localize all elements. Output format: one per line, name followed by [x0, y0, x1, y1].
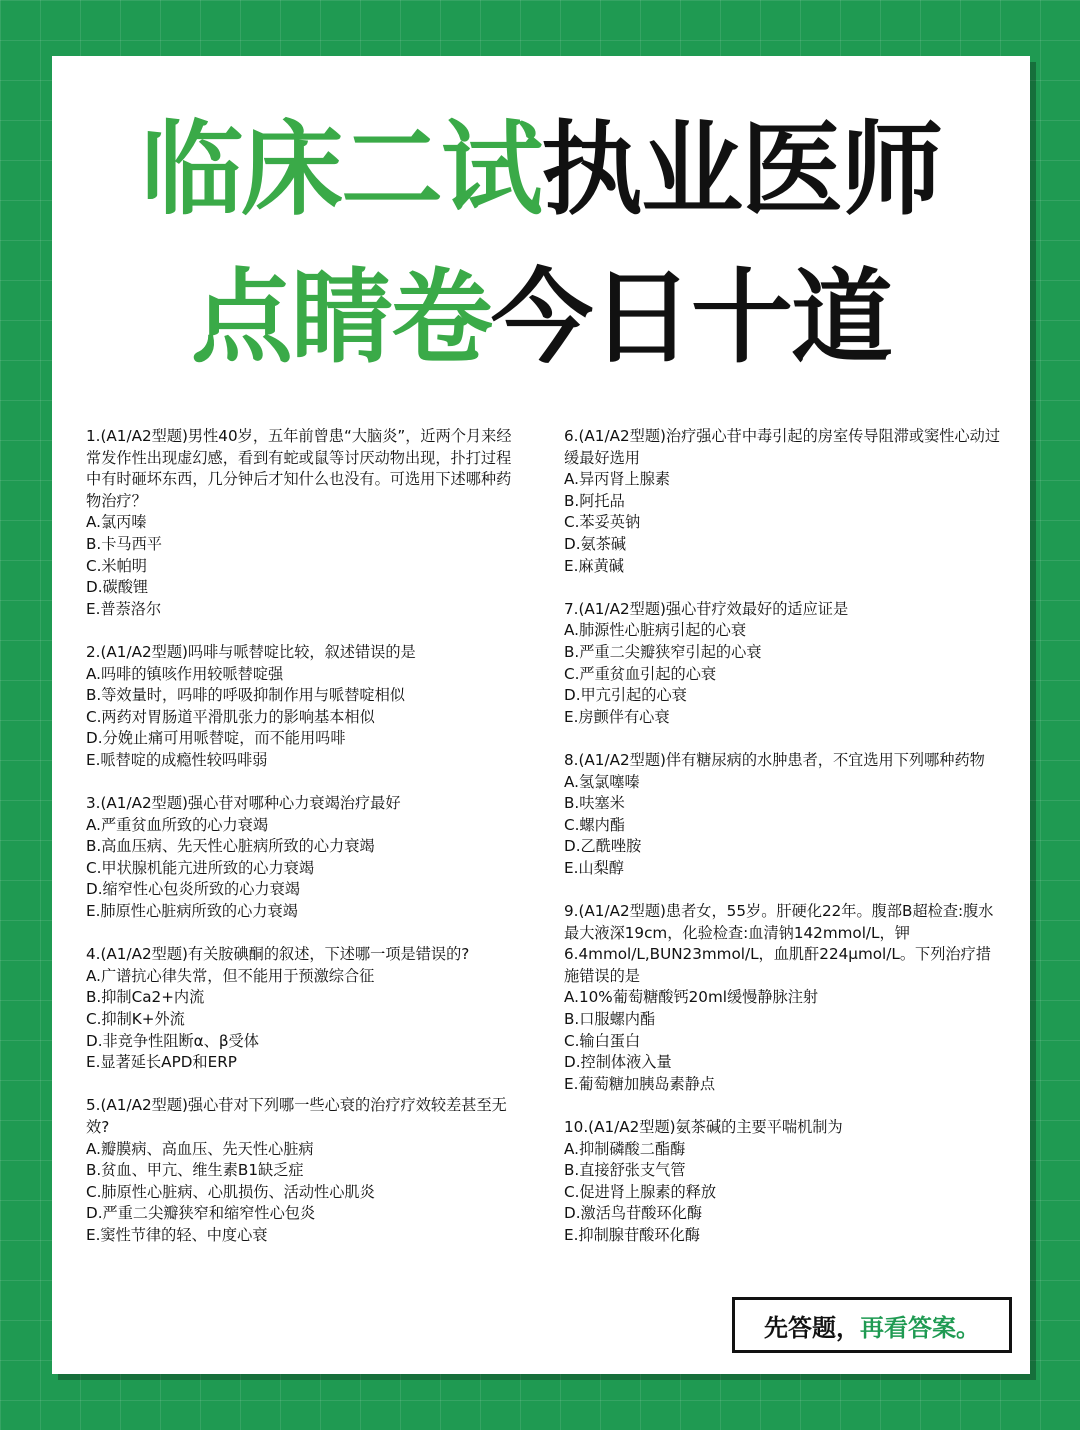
question-option: B.抑制Ca2+内流 [86, 988, 205, 1007]
question-option: B.高血压病、先天性心脏病所致的心力衰竭 [86, 837, 375, 856]
title-line-1 [52, 111, 1030, 230]
question-option: D.乙酰唑胺 [564, 837, 642, 856]
title-black-part-1: 执业医师 [541, 111, 941, 230]
question-option: B.阿托品 [564, 491, 625, 510]
question-option: A.瓣膜病、高血压、先天性心脏病 [86, 1139, 314, 1158]
question-option: E.肺原性心脏病所致的心力衰竭 [86, 902, 298, 921]
question-stem: 3.(A1/A2型题)强心苷对哪种心力衰竭治疗最好 [86, 794, 401, 813]
question-option: C.螺内酯 [564, 815, 625, 834]
question-block [86, 426, 526, 620]
question-option: C.米帕明 [86, 556, 147, 575]
question-block [86, 793, 526, 923]
question-block [86, 642, 526, 772]
question-option: C.苯妥英钠 [564, 513, 641, 532]
questions-left-column [86, 426, 526, 1268]
answer-hint-text-1: 先答题， [764, 1313, 860, 1342]
question-option: C.甲状腺机能亢进所致的心力衰竭 [86, 858, 315, 877]
question-option: B.卡马西平 [86, 534, 162, 553]
question-option: E.山梨醇 [564, 858, 624, 877]
title-black-part-2: 今日十道 [491, 259, 891, 378]
question-option: D.分娩止痛可用哌替啶，而不能用吗啡 [86, 729, 346, 748]
question-option: A.10%葡萄糖酸钙20ml缓慢静脉注射 [564, 988, 819, 1007]
question-option: D.甲亢引起的心衰 [564, 686, 687, 705]
question-block [86, 944, 526, 1074]
question-option: D.严重二尖瓣狭窄和缩窄性心包炎 [86, 1204, 316, 1223]
question-option: B.直接舒张支气管 [564, 1161, 686, 1180]
question-option: A.广谱抗心律失常，但不能用于预激综合征 [86, 966, 375, 985]
question-option: E.普萘洛尔 [86, 599, 162, 618]
question-option: C.肺原性心脏病、心肌损伤、活动性心肌炎 [86, 1182, 375, 1201]
question-option: A.吗啡的镇咳作用较哌替啶强 [86, 664, 284, 683]
title-green-part-1: 临床二试 [141, 111, 541, 230]
question-block [86, 1095, 526, 1246]
question-stem: 4.(A1/A2型题)有关胺碘酮的叙述，下述哪一项是错误的? [86, 945, 470, 964]
question-option: B.呋塞米 [564, 794, 625, 813]
question-option: E.显著延长APD和ERP [86, 1053, 237, 1072]
question-option: E.麻黄碱 [564, 556, 624, 575]
title-line-2 [52, 259, 1030, 378]
question-option: E.哌替啶的成瘾性较吗啡弱 [86, 750, 268, 769]
question-option: A.抑制磷酸二酯酶 [564, 1139, 686, 1158]
question-option: D.非竞争性阻断α、β受体 [86, 1031, 259, 1050]
question-option: D.激活鸟苷酸环化酶 [564, 1204, 703, 1223]
question-option: C.两药对胃肠道平滑肌张力的影响基本相似 [86, 707, 375, 726]
question-block [564, 750, 1004, 880]
question-option: A.肺源性心脏病引起的心衰 [564, 621, 747, 640]
question-option: A.氢氯噻嗪 [564, 772, 640, 791]
question-stem: 5.(A1/A2型题)强心苷对下列哪一些心衰的治疗疗效较差甚至无效? [86, 1096, 507, 1136]
question-option: C.抑制K+外流 [86, 1010, 185, 1029]
question-stem: 8.(A1/A2型题)伴有糖尿病的水肿患者，不宜选用下列哪种药物 [564, 750, 985, 769]
question-stem: 6.(A1/A2型题)治疗强心苷中毒引起的房室传导阻滞或窦性心动过缓最好选用 [564, 427, 1001, 467]
question-block [564, 1117, 1004, 1247]
question-stem: 7.(A1/A2型题)强心苷疗效最好的适应证是 [564, 599, 849, 618]
question-option: E.抑制腺苷酸环化酶 [564, 1225, 700, 1244]
question-option: B.等效量时，吗啡的呼吸抑制作用与哌替啶相似 [86, 686, 405, 705]
question-stem: 9.(A1/A2型题)患者女，55岁。肝硬化22年。腹部B超检查:腹水最大液深19cm，化验检查:血清钠142mmol/L，钾6.4mmol/L,BUN23mmol/L，血肌酐224μmol/L。下列治疗措施错误的是 [564, 902, 994, 985]
question-option: C.严重贫血引起的心衰 [564, 664, 717, 683]
question-option: D.碳酸锂 [86, 578, 149, 597]
question-option: D.氨茶碱 [564, 534, 627, 553]
answer-hint-text-2: 再看答案。 [860, 1313, 980, 1342]
question-option: B.贫血、甲亢、维生素B1缺乏症 [86, 1161, 304, 1180]
question-option: C.促进肾上腺素的释放 [564, 1182, 717, 1201]
answer-hint-box [732, 1297, 1012, 1353]
question-option: E.房颤伴有心衰 [564, 707, 670, 726]
question-stem: 1.(A1/A2型题)男性40岁，五年前曾患“大脑炎”，近两个月来经常发作性出现虚幻感，看到有蛇或鼠等讨厌动物出现，扑打过程中有时砸坏东西，几分钟后才知什么也没有。可选用下述哪种药物治疗？ [86, 427, 512, 510]
question-option: A.严重贫血所致的心力衰竭 [86, 815, 269, 834]
question-option: A.氯丙嗪 [86, 513, 147, 532]
question-option: A.异丙肾上腺素 [564, 470, 671, 489]
question-option: B.口服螺内酯 [564, 1010, 656, 1029]
question-block [564, 599, 1004, 729]
question-option: E.窦性节律的轻、中度心衰 [86, 1225, 268, 1244]
question-block [564, 426, 1004, 577]
question-option: B.严重二尖瓣狭窄引起的心衰 [564, 642, 762, 661]
question-stem: 10.(A1/A2型题)氨茶碱的主要平喘机制为 [564, 1118, 843, 1136]
question-stem: 2.(A1/A2型题)吗啡与哌替啶比较，叙述错误的是 [86, 642, 416, 661]
title-green-part-2: 点睛卷 [191, 259, 491, 378]
question-block [564, 901, 1004, 1095]
questions-right-column [564, 426, 1004, 1268]
question-option: D.缩窄性心包炎所致的心力衰竭 [86, 880, 300, 899]
question-option: D.控制体液入量 [564, 1053, 672, 1072]
question-option: C.输白蛋白 [564, 1031, 641, 1050]
question-option: E.葡萄糖加胰岛素静点 [564, 1074, 716, 1093]
paper-card [52, 56, 1030, 1374]
